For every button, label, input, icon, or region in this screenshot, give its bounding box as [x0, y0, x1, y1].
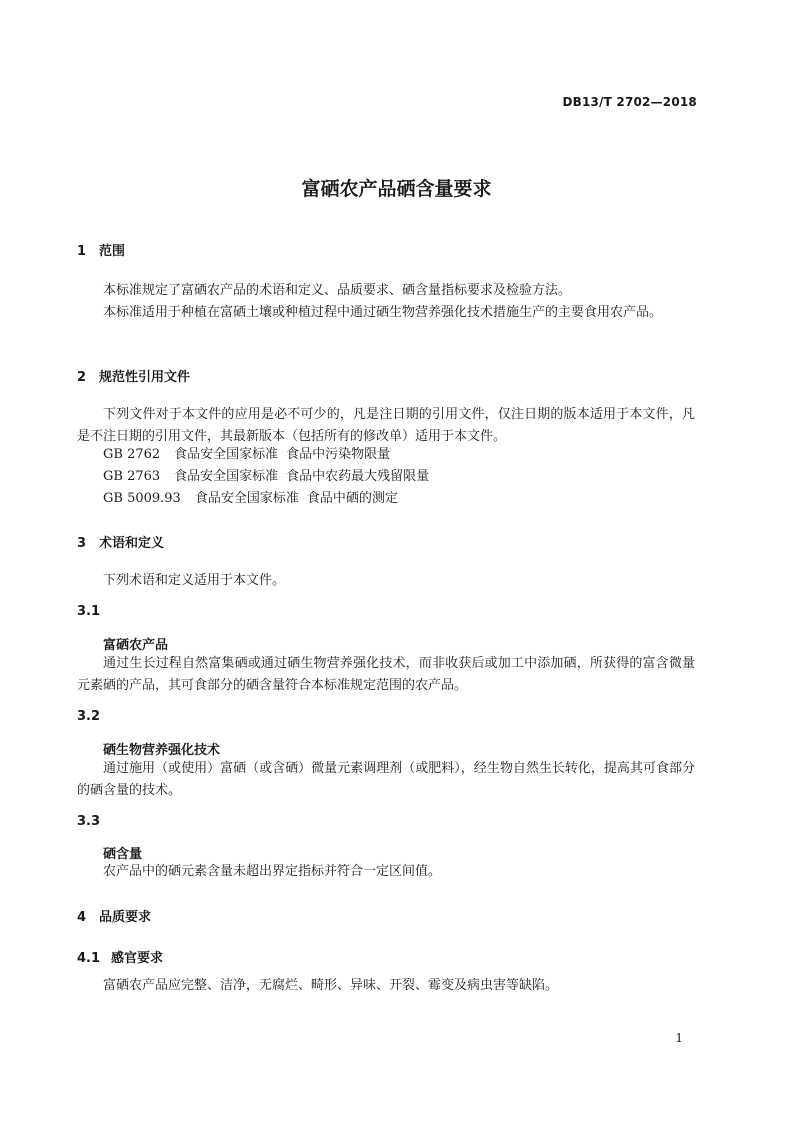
term-definition: 通过生长过程自然富集硒或通过硒生物营养强化技术，而非收获后或加工中添加硒，所获得的富含微量元素硒的产品，其可食部分的硒含量符合本标准规定范围的农产品。: [77, 656, 695, 693]
section-title: 规范性引用文件: [99, 370, 191, 385]
reference-item: [103, 488, 406, 510]
subsection-number: 4.1: [77, 951, 101, 966]
section-title: 范围: [99, 244, 126, 259]
reference-org: 食品安全国家标准: [194, 491, 299, 506]
reference-code: GB 2763: [103, 469, 161, 484]
section-heading-terms: [77, 532, 164, 551]
sensory-paragraph: 富硒农产品应完整、洁净，无腐烂、畸形、异味、开裂、霉变及病虫害等缺陷。: [103, 978, 559, 993]
terms-intro: 下列术语和定义适用于本文件。: [103, 573, 286, 588]
section-heading-references: [77, 366, 190, 385]
standard-code: DB13/T 2702—2018: [562, 95, 697, 109]
document-title: 富硒农产品硒含量要求: [301, 178, 492, 200]
term-number: 3.1: [77, 604, 101, 619]
page-number: 1: [675, 1031, 683, 1045]
reference-code: GB 5009.93: [103, 491, 181, 506]
term-name: 富硒农产品: [103, 638, 169, 653]
term-number: 3.2: [77, 709, 101, 724]
term-definition: 农产品中的硒元素含量未超出界定指标并符合一定区间值。: [103, 864, 442, 879]
scope-paragraph-1: 本标准规定了富硒农产品的术语和定义、品质要求、硒含量指标要求及检验方法。: [103, 283, 572, 298]
section-number: 3: [77, 536, 87, 551]
term-name: 硒含量: [103, 847, 143, 862]
scope-paragraph-2: 本标准适用于种植在富硒土壤或种植过程中通过硒生物营养强化技术措施生产的主要食用农产品。: [103, 305, 663, 320]
reference-org: 食品安全国家标准: [174, 447, 279, 462]
section-heading-scope: [77, 240, 125, 259]
section-title: 术语和定义: [99, 536, 165, 551]
reference-org: 食品安全国家标准: [174, 469, 279, 484]
subsection-heading-sensory: [77, 947, 163, 966]
reference-code: GB 2762: [103, 447, 161, 462]
term-name: 硒生物营养强化技术: [103, 743, 221, 758]
reference-item: [103, 444, 398, 466]
section-number: 2: [77, 370, 87, 385]
subsection-title: 感官要求: [111, 951, 164, 966]
reference-name: 食品中农药最大残留限量: [286, 469, 430, 484]
reference-name: 食品中硒的测定: [306, 491, 398, 506]
reference-item: [103, 466, 437, 488]
term-definition: 通过施用（或使用）富硒（或含硒）微量元素调理剂（或肥料），经生物自然生长转化，提高其可食部分的硒含量的技术。: [77, 761, 695, 798]
section-heading-quality: [77, 906, 151, 925]
term-number: 3.3: [77, 814, 101, 829]
section-title: 品质要求: [99, 910, 152, 925]
section-number: 1: [77, 244, 87, 259]
references-intro: 下列文件对于本文件的应用是必不可少的，凡是注日期的引用文件，仅注日期的版本适用于本文件，凡是不注日期的引用文件，其最新版本（包括所有的修改单）适用于本文件。: [77, 407, 695, 444]
reference-name: 食品中污染物限量: [286, 447, 391, 462]
section-number: 4: [77, 910, 87, 925]
